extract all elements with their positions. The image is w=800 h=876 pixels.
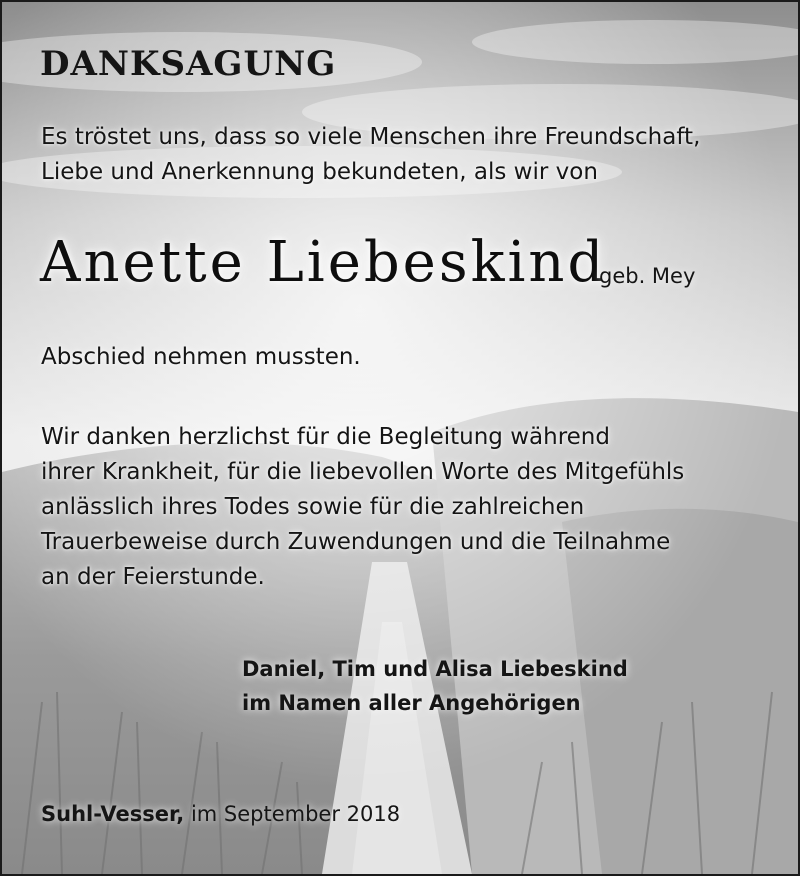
thanks-line: anlässlich ihres Todes sowie für die zahlreichen: [41, 494, 585, 520]
place-date: [41, 802, 400, 826]
thanks-line: Trauerbeweise durch Zuwendungen und die Teilnahme: [41, 529, 671, 555]
notice-text: [2, 2, 798, 874]
intro-line: Es tröstet uns, dass so viele Menschen ihre Freundschaft,: [41, 124, 701, 150]
place: Suhl-Vesser,: [41, 802, 185, 826]
intro-paragraph: [41, 120, 791, 190]
thanks-paragraph: [41, 420, 791, 595]
maiden-name: geb. Mey: [599, 264, 696, 288]
thanks-line: Wir danken herzlichst für die Begleitung während: [41, 424, 610, 450]
farewell-line: Abschied nehmen mussten.: [41, 344, 361, 370]
signatory-names: Daniel, Tim und Alisa Liebeskind: [242, 657, 628, 681]
signatories: [242, 652, 628, 720]
deceased-name: Anette Liebeskind: [40, 230, 607, 295]
thanks-line: an der Feierstunde.: [41, 564, 265, 590]
deceased-name-line: [40, 230, 606, 295]
signatory-note: im Namen aller Angehörigen: [242, 691, 581, 715]
notice-heading: DANKSAGUNG: [40, 44, 337, 84]
date: im September 2018: [190, 802, 401, 826]
thanks-line: ihrer Krankheit, für die liebevollen Worte des Mitgefühls: [41, 459, 685, 485]
intro-line: Liebe und Anerkennung bekundeten, als wir von: [41, 159, 598, 185]
